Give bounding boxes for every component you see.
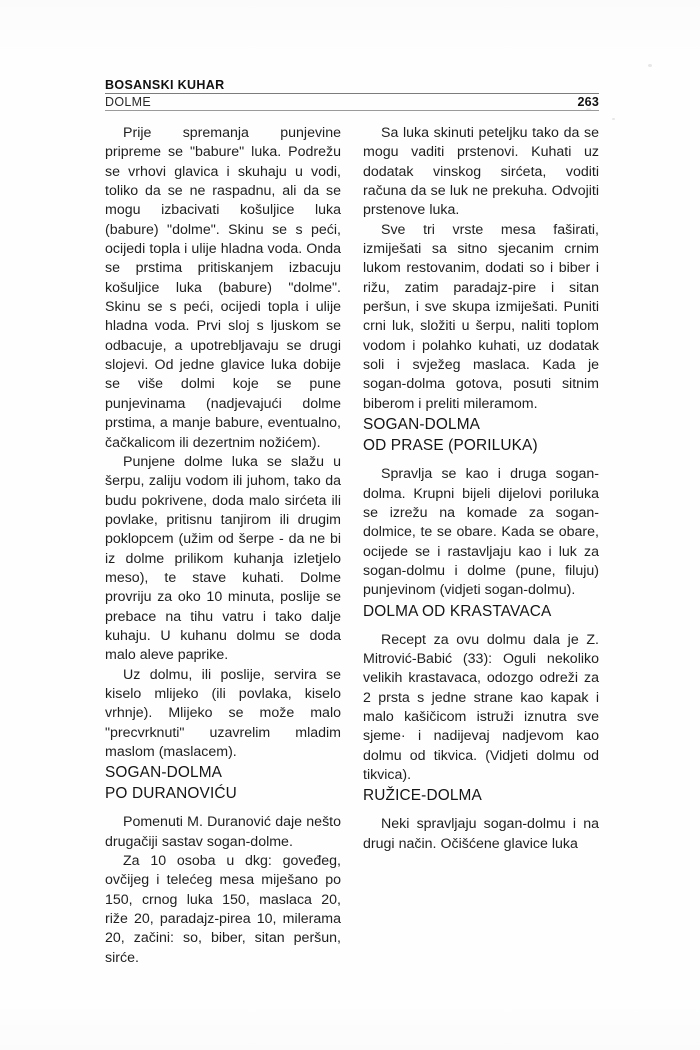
paragraph: Recept za ovu dolmu dala je Z. Mitrović-Babić (33): Oguli nekoliko velikih krastavaca, odozgo odreži za 2 prsta s jedne strane kao kapak i malo kašičicom istruži iznutra sve sjeme· i nadijevaj nadjevom kao dolmu od tikvica. (Vidjeti dolmu od tikvica). — [363, 631, 599, 783]
paragraph: Prije spremanja punjevine pripreme se "babure" luka. Podrežu se vrhovi glavica i skuhaju u vodi, toliko da se ne raspadnu, ali da se mogu izbacivati košuljice luka (babure) "dolme". Skinu se s peći, ocijedi topla i ulije hladna voda. Onda se prstima pritiskanjem izbacuju košuljice luka (babure) "dolme". Skinu se s peći, ocijedi topla i ulije hladna voda. Prvi sloj s ljuskom se odbacuje, a upotrebljavaju se drugi slojevi. Od jedne glavice luka dobije se više dolmi koje se pune punjevinama (nadjevajući dolme prstima, a manje babure, eventualno, čačkalicom ili dezertnim nožićem). — [105, 125, 341, 451]
paragraph: Sve tri vrste mesa faširati, izmiješati sa sitno sjecanim crnim lukom restovanim, dodati so i biber i rižu, zatim paradajz-pire i sitan peršun, i sve skupa izmiješati. Puniti crni luk, složiti u šerpu, naliti toplom vodom i polahko kuhati, uz dodatak soli i svježeg maslaca. Kada je sogan-dolma gotova, posuti sitnim biberom i preliti mileramom. — [363, 221, 599, 412]
recipe-heading-sogan-dolma-po-duranovicu: SOGAN-DOLMA PO DURANOVIĆU — [105, 764, 237, 803]
recipe-heading-dolma-od-krastavaca: DOLMA OD KRASTAVACA — [363, 602, 552, 620]
scan-speck — [648, 64, 652, 67]
paragraph: Neki spravljaju sogan-dolmu i na drugi način. Očišćene glavice luka — [363, 816, 599, 852]
right-column — [363, 124, 599, 968]
running-header — [105, 78, 599, 111]
scan-gradient-top — [0, 0, 700, 60]
paragraph: Za 10 osoba u dkg: goveđeg, ovčijeg i telećeg mesa miješano po 150, crnog luka 150, maslaca 20, riže 20, paradajz-pirea 10, milerama 20, začini: so, biber, sitan peršun, sirće. — [105, 853, 341, 966]
header-rule-secondary — [105, 110, 599, 111]
paragraph: Spravlja se kao i druga sogan-dolma. Krupni bijeli dijelovi poriluka se izrežu na komade za sogan-dolmice, te se obare. Kada se obare, ocijede se i rastavljaju kao i luk za sogan-dolmu i dolme (pune, filuju) punjevinom (vidjeti sogan-dolmu). — [363, 466, 599, 599]
section-name: DOLME — [105, 95, 151, 109]
heading-spacer — [363, 456, 599, 465]
paragraph: Uz dolmu, ili poslije, servira se kiselo mlijeko (ili povlaka, kiselo vrhnje). Mlijeko se može malo "precvrknuti" uzavrelim mladim maslom (maslacem). — [105, 666, 341, 760]
recipe-heading-ruzice-dolma: RUŽICE-DOLMA — [363, 787, 482, 805]
book-title: BOSANSKI KUHAR — [105, 78, 225, 92]
body-columns — [105, 124, 599, 968]
page-number: 263 — [577, 95, 599, 109]
heading-spacer — [363, 622, 599, 631]
heading-spacer — [105, 804, 341, 813]
scan-gradient-bottom — [0, 1000, 700, 1050]
recipe-heading-sogan-dolma-od-prase: SOGAN-DOLMA OD PRASE (PORILUKA) — [363, 416, 538, 455]
header-rule — [105, 93, 599, 94]
left-column — [105, 124, 341, 968]
scan-speck — [612, 118, 615, 120]
header-section-row — [105, 95, 599, 109]
heading-spacer — [363, 806, 599, 815]
paragraph: Sa luka skinuti peteljku tako da se mogu vaditi prstenovi. Kuhati uz dodatak vinskog sirćeta, voditi računa da se luk ne prekuha. Odvojiti prstenove luka. — [363, 125, 599, 219]
paragraph: Punjene dolme luka se slažu u šerpu, zaliju vodom ili juhom, tako da budu pokrivene, doda malo sirćeta ili povlake, pritisnu tanjirom ili drugim poklopcem (užim od šerpe - da ne bi iz dolme prilikom kuhanja izletjelo meso), te stave kuhati. Dolme provriju za oko 10 minuta, poslije se prebace na tihu vatru i tako dalje kuhaju. U kuhanu dolmu se doda malo aleve paprike. — [105, 453, 341, 664]
paragraph: Pomenuti M. Duranović daje nešto drugačiji sastav sogan-dolme. — [105, 814, 341, 850]
